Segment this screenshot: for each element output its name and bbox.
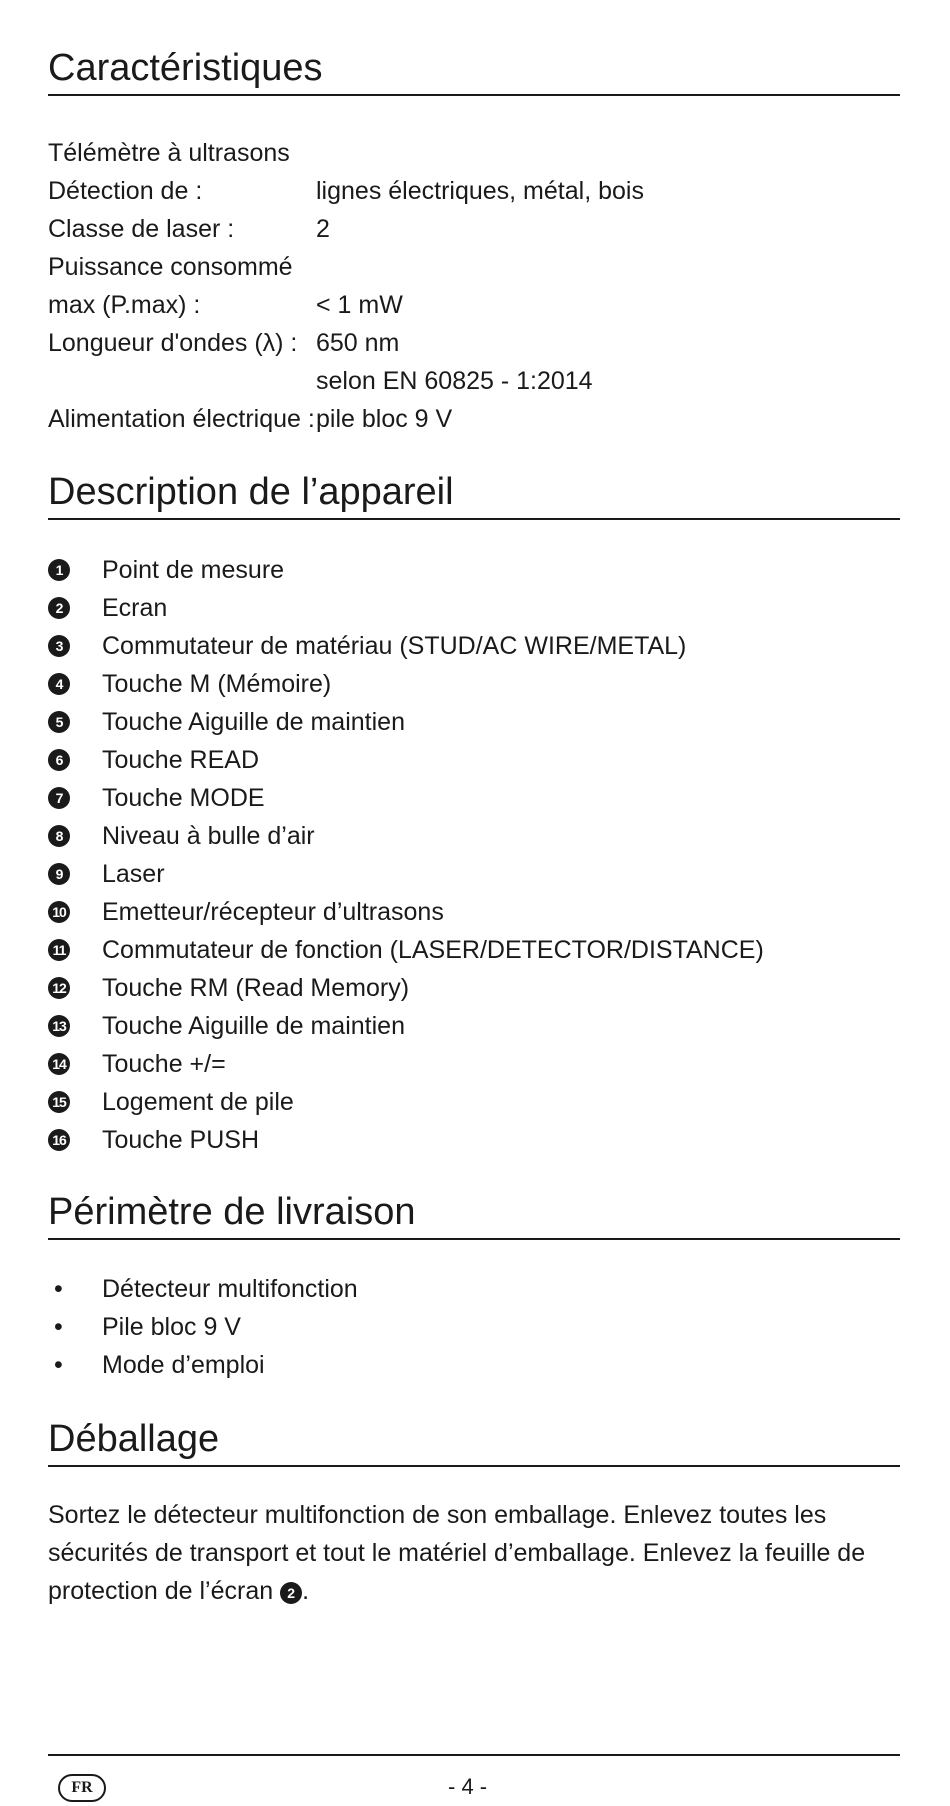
list-item-text: Touche M (Mémoire)	[102, 670, 332, 698]
spec-label: Longueur d'ondes (λ) :	[48, 329, 298, 357]
bullet: •	[54, 1351, 63, 1379]
spec-value: < 1 mW	[316, 291, 403, 319]
spec-value: pile bloc 9 V	[316, 405, 453, 433]
list-item-text: Commutateur de fonction (LASER/DETECTOR/DISTANCE)	[102, 936, 764, 964]
spec-label: max (P.max) :	[48, 291, 201, 319]
number-badge: 2	[48, 597, 70, 619]
spec-label: Classe de laser :	[48, 215, 235, 243]
list-item-text: Laser	[102, 860, 165, 888]
section-title-characteristics: Caractéristiques	[48, 46, 900, 96]
spec-label: Détection de :	[48, 177, 203, 205]
spec-value: selon EN 60825 - 1:2014	[316, 367, 593, 395]
spec-label: Télémètre à ultrasons	[48, 139, 290, 167]
list-item-text: Point de mesure	[102, 556, 285, 584]
number-badge: 11	[48, 939, 70, 961]
spec-value: lignes électriques, métal, bois	[316, 177, 644, 205]
number-badge: 1	[48, 559, 70, 581]
list-item-text: Ecran	[102, 594, 168, 622]
number-badge: 13	[48, 1015, 70, 1037]
number-badge: 6	[48, 749, 70, 771]
number-badge: 15	[48, 1091, 70, 1113]
number-badge: 14	[48, 1053, 70, 1075]
section-title-unpacking: Déballage	[48, 1417, 900, 1467]
number-badge: 5	[48, 711, 70, 733]
number-badge: 12	[48, 977, 70, 999]
footer-divider	[48, 1754, 900, 1756]
spec-value: 650 nm	[316, 329, 400, 357]
number-badge: 16	[48, 1129, 70, 1151]
section-title-delivery: Périmètre de livraison	[48, 1190, 900, 1240]
list-item-text: Logement de pile	[102, 1088, 294, 1116]
section-title-description: Description de l’appareil	[48, 470, 900, 520]
language-badge: FR	[58, 1774, 106, 1802]
spec-value: 2	[316, 215, 330, 243]
list-item-text: Niveau à bulle d’air	[102, 822, 315, 850]
list-item-text: Touche PUSH	[102, 1126, 260, 1154]
number-badge: 8	[48, 825, 70, 847]
list-item-text: Touche RM (Read Memory)	[102, 974, 410, 1002]
unpacking-paragraph	[48, 1496, 900, 1610]
list-item-text: Touche MODE	[102, 784, 265, 812]
number-badge: 7	[48, 787, 70, 809]
list-item-text: Touche READ	[102, 746, 260, 774]
list-item-text: Pile bloc 9 V	[102, 1313, 241, 1341]
bullet: •	[54, 1313, 63, 1341]
list-item-text: Touche +/=	[102, 1050, 226, 1078]
number-badge: 2	[280, 1582, 302, 1604]
bullet: •	[54, 1275, 63, 1303]
number-badge: 10	[48, 901, 70, 923]
spec-label: Puissance consommé	[48, 253, 293, 281]
page-number: - 4 -	[448, 1774, 488, 1799]
list-item-text: Commutateur de matériau (STUD/AC WIRE/METAL)	[102, 632, 687, 660]
list-item-text: Emetteur/récepteur d’ultrasons	[102, 898, 444, 926]
number-badge: 4	[48, 673, 70, 695]
list-item-text: Détecteur multifonction	[102, 1275, 358, 1303]
number-badge: 3	[48, 635, 70, 657]
list-item-text: Touche Aiguille de maintien	[102, 708, 405, 736]
number-badge: 9	[48, 863, 70, 885]
list-item-text: Touche Aiguille de maintien	[102, 1012, 405, 1040]
paragraph-text: Sortez le détecteur multifonction de son emballage. Enlevez toutes les sécurités de transport et tout le matériel d’emballage. Enlevez la feuille de protection de l’écran	[48, 1501, 866, 1605]
paragraph-text-end: .	[302, 1577, 310, 1605]
spec-label: Alimentation électrique :	[48, 405, 315, 433]
list-item-text: Mode d’emploi	[102, 1351, 265, 1379]
